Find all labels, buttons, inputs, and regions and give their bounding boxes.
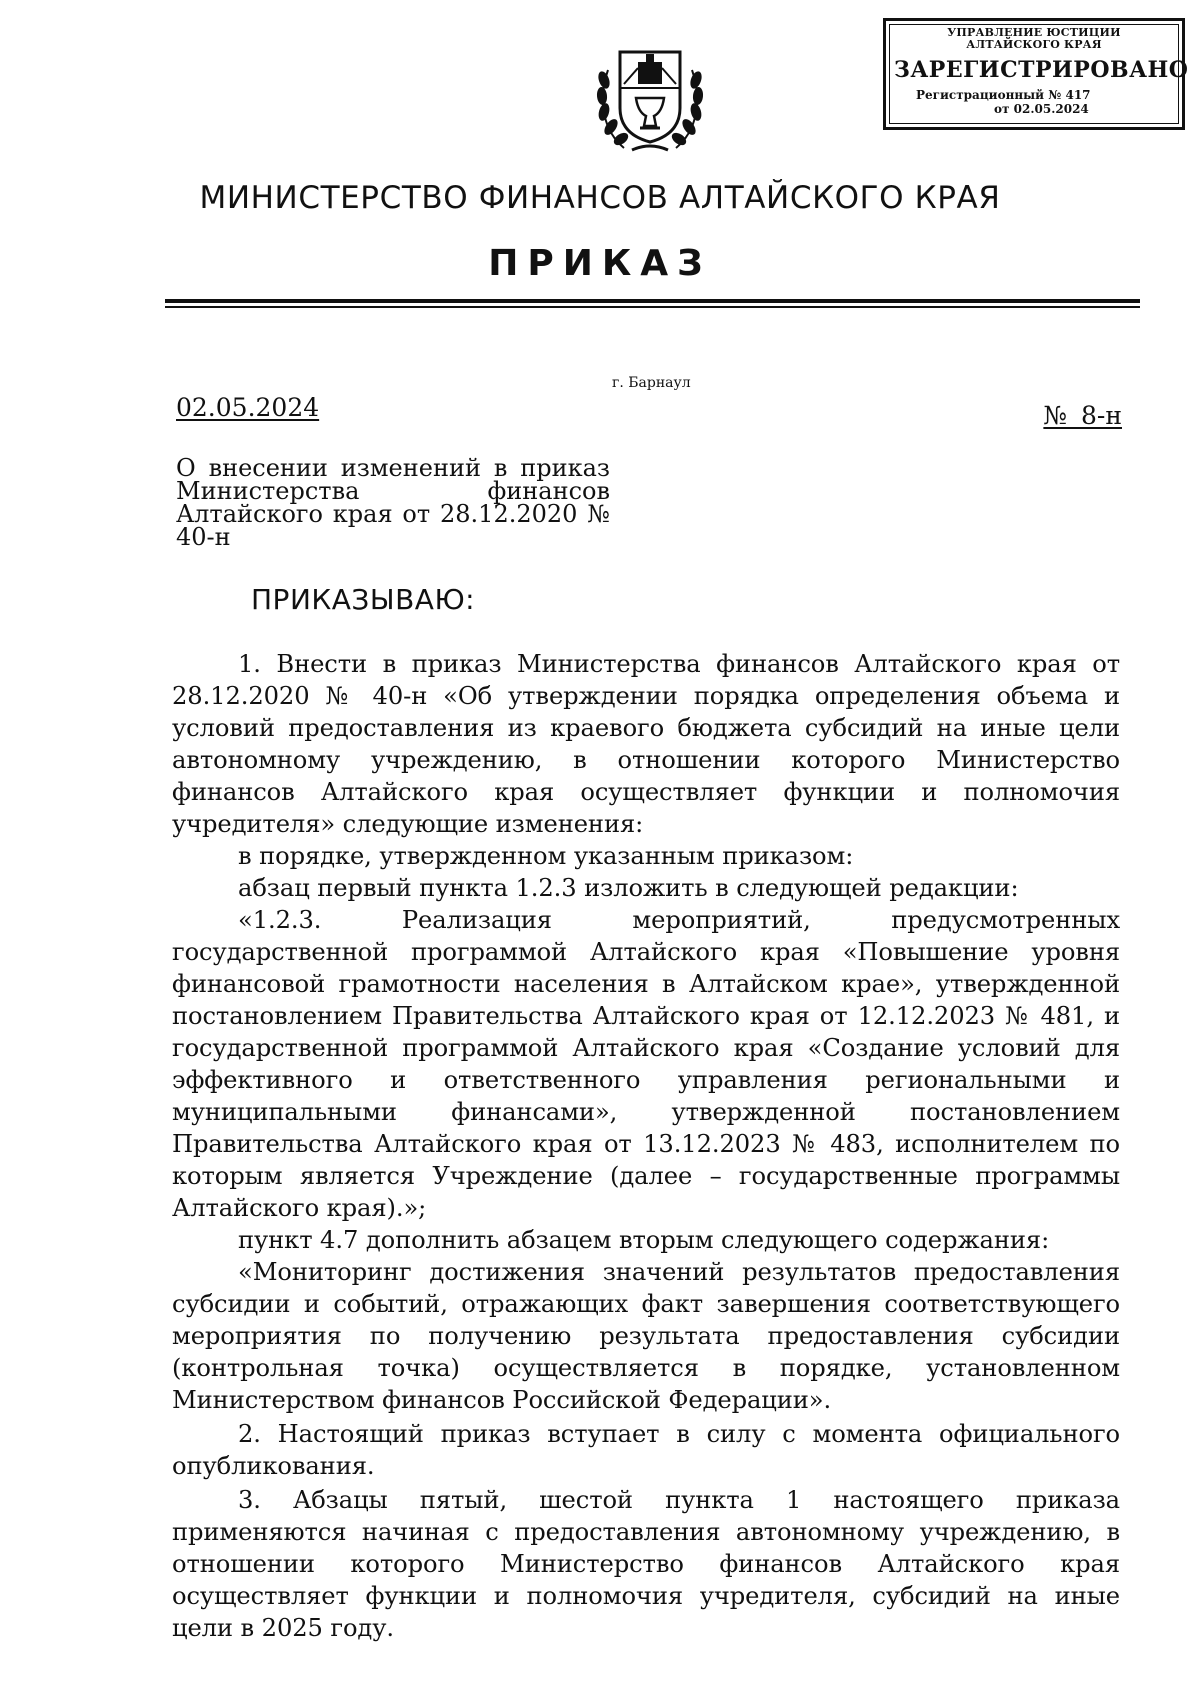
command-heading: ПРИКАЗЫВАЮ:: [251, 583, 476, 616]
registration-stamp: [883, 18, 1189, 130]
city-label: г. Барнаул: [612, 375, 691, 391]
stamp-organization: УПРАВЛЕНИЕ ЮСТИЦИИ АЛТАЙСКОГО КРАЯ: [947, 26, 1121, 51]
document-subject: О внесении изменений в приказ Министерства финансов Алтайского края от 28.12.2020 № 40-н: [176, 454, 610, 551]
paragraph-2: в порядке, утвержденном указанным приказом:: [238, 842, 854, 870]
stamp-registration-date: от 02.05.2024: [994, 102, 1089, 116]
paragraph-1: 1. Внести в приказ Министерства финансов Алтайского края от 28.12.2020 № 40-н «Об утверждении порядка определения объема и условий предоставления из краевого бюджета субсидий на иные цели автономному учреждению, в отношении которого Министерство финансов Алтайского края осуществляет функции и полномочия учредителя» следующие изменения:: [172, 650, 1120, 838]
coat-of-arms-icon: [594, 38, 706, 156]
stamp-registration-number: Регистрационный № 417: [916, 88, 1091, 102]
document-date: 02.05.2024: [176, 393, 320, 422]
paragraph-7: 2. Настоящий приказ вступает в силу с момента официального опубликования.: [172, 1420, 1120, 1480]
paragraph-4: «1.2.3. Реализация мероприятий, предусмотренных государственной программой Алтайского края «Повышение уровня финансовой грамотности населения в Алтайском крае», утвержденной постановлением Правительства Алтайского края от 12.12.2023 № 481, и государственной программой Алтайского края «Создание условий для эффективного и ответственного управления региональными и муниципальными финансами», утвержденной постановлением Правительства Алтайского края от 13.12.2023 № 483, исполнителем по которым является Учреждение (далее – государственные программы Алтайского края).»;: [172, 906, 1120, 1222]
document-type: ПРИКАЗ: [488, 243, 712, 284]
header-rule-thin: [165, 306, 1140, 308]
paragraph-5: пункт 4.7 дополнить абзацем вторым следующего содержания:: [238, 1226, 1050, 1254]
ministry-title: МИНИСТЕРСТВО ФИНАНСОВ АЛТАЙСКОГО КРАЯ: [199, 180, 1001, 216]
paragraph-3: абзац первый пункта 1.2.3 изложить в следующей редакции:: [238, 874, 1019, 902]
document-number: № 8-н: [1043, 401, 1122, 430]
document-body: [172, 648, 1120, 1644]
paragraph-8: 3. Абзацы пятый, шестой пункта 1 настоящего приказа применяются начиная с предоставления автономному учреждению, в отношении которого Министерство финансов Алтайского края осуществляет функции и полномочия учредителя, субсидий на иные цели в 2025 году.: [172, 1486, 1120, 1642]
stamp-status: ЗАРЕГИСТРИРОВАНО: [894, 57, 1189, 83]
paragraph-6: «Мониторинг достижения значений результатов предоставления субсидии и событий, отражающих факт завершения соответствующего мероприятия по получению результата предоставления субсидии (контрольная точка) осуществляется в порядке, установленном Министерством финансов Российской Федерации».: [172, 1258, 1120, 1414]
header-rule-thick: [165, 299, 1140, 303]
